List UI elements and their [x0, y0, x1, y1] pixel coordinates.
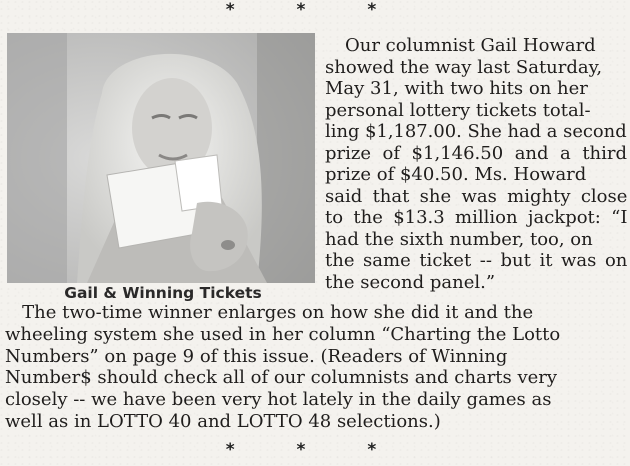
article-full-width-text [5, 302, 625, 433]
article-line: Numbers” on page 9 of this issue. (Readers of Winning [5, 345, 508, 367]
article-line: prize of $1,146.50 and a third [325, 142, 628, 164]
article-line: the second panel.” [325, 271, 496, 293]
section-divider-stars-top: * * * [225, 0, 405, 20]
article-line: to the $13.3 million jackpot: “I [325, 207, 628, 228]
article-line: wheeling system she used in her column “Charting the Lotto [5, 323, 561, 345]
article-line: personal lottery tickets total- [325, 99, 591, 121]
article-line: Our columnist Gail Howard [345, 35, 596, 56]
article-line: The two-time winner enlarges on how she did it and the [5, 302, 534, 323]
article-line: May 31, with two hits on her [325, 78, 588, 99]
section-divider-stars-bottom: * * * [225, 440, 405, 460]
article-line: the same ticket -- but it was on [325, 250, 628, 271]
article-line: had the sixth number, too, on [325, 228, 593, 250]
article-line: said that she was mighty close [325, 185, 628, 207]
photo-caption: Gail & Winning Tickets [64, 284, 262, 302]
article-line: showed the way last Saturday, [325, 56, 603, 78]
article-line: well as in LOTTO 40 and LOTTO 48 selections.) [5, 410, 441, 432]
article-line: ling $1,187.00. She had a second [325, 121, 627, 142]
photo-gail-howard [7, 33, 315, 283]
photo-illustration [7, 33, 315, 283]
article-column-text [325, 35, 627, 293]
article-line: prize of $40.50. Ms. Howard [325, 164, 587, 185]
article-line: Number$ should check all of our columnists and charts very [5, 367, 558, 389]
article-line: closely -- we have been very hot lately in the daily games as [5, 389, 552, 411]
